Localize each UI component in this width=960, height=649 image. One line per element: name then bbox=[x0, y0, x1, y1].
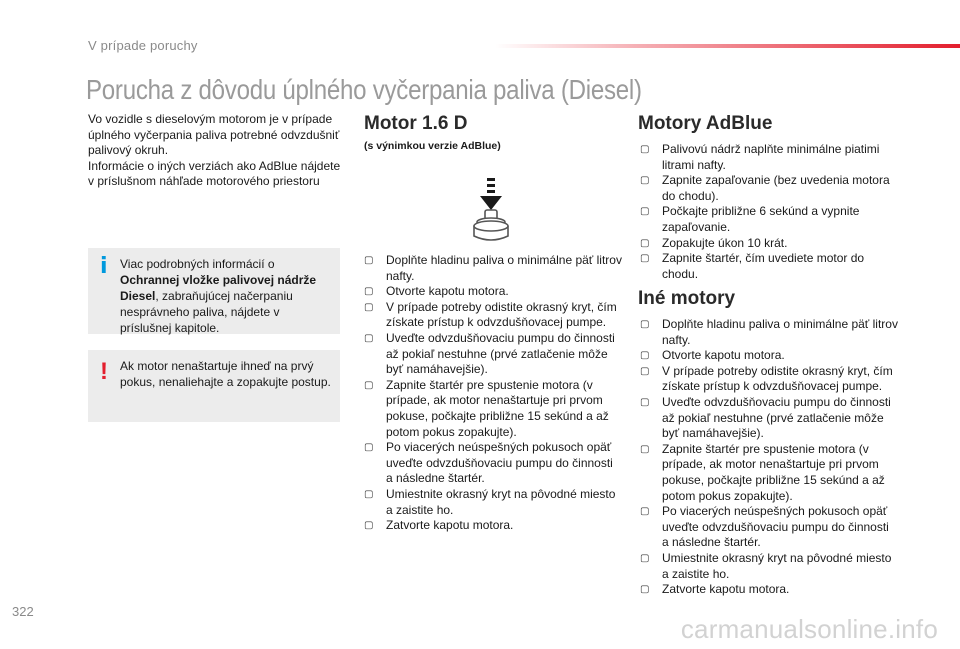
list-item: ▢ Palivovú nádrž naplňte minimálne piatimi litrami nafty. bbox=[640, 142, 898, 173]
intro-line: v príslušnom náhľade motorového priestoru bbox=[88, 174, 320, 189]
watermark: carmanualsonline.info bbox=[680, 614, 938, 644]
info-text-bold: Ochrannej vložke palivovej nádrže Diesel bbox=[120, 273, 317, 303]
intro-line: Vo vozidle s dieselovým motorom je v prípade bbox=[88, 112, 333, 126]
list-item: ▢ Uveďte odvzdušňovaciu pumpu do činnosti až pokiaľ nestuhne (prvé zatlačenie môže byť namáhavejšie). bbox=[364, 331, 622, 378]
warning-text: Ak motor nenaštartuje ihneď na prvý pokus, nenaliehajte a zopakujte postup. bbox=[120, 359, 331, 389]
list-item: ▢ Otvorte kapotu motora. bbox=[364, 284, 622, 300]
chapter-title: V prípade poruchy bbox=[88, 38, 198, 53]
list-item: ▢ Počkajte približne 6 sekúnd a vypnite zapaľovanie. bbox=[640, 204, 898, 235]
list-item: ▢ Uveďte odvzdušňovaciu pumpu do činnosti až pokiaľ nestuhne (prvé zatlačenie môže byť namáhavejšie). bbox=[640, 395, 898, 442]
warning-icon: ! bbox=[100, 358, 108, 385]
list-item: ▢ V prípade potreby odistite okrasný kryt, čím získate prístup k odvzdušňovacej pumpe. bbox=[364, 300, 622, 331]
motor16d-subheading: (s výnimkou verzie AdBlue) bbox=[364, 140, 501, 152]
list-item: ▢ Po viacerých neúspešných pokusoch opäť uveďte odvzdušňovaciu pumpu do činnosti a následne štartér. bbox=[640, 504, 898, 551]
priming-pump-icon bbox=[466, 176, 516, 246]
motor16d-steps bbox=[364, 253, 622, 534]
list-item: ▢ Zatvorte kapotu motora. bbox=[640, 582, 898, 598]
warning-box bbox=[88, 350, 340, 422]
list-item: ▢ Zapnite štartér pre spustenie motora (v prípade, ak motor nenaštartuje pri prvom pokuse, počkajte približne 15 sekúnd a až potom pokus zopakujte). bbox=[364, 378, 622, 440]
motor16d-heading: Motor 1.6 D bbox=[364, 113, 468, 134]
info-text-post: , zabraňujúcej načerpaniu nesprávneho paliva, nájdete v príslušnej kapitole. bbox=[120, 289, 293, 335]
list-item: ▢ Zopakujte úkon 10 krát. bbox=[640, 236, 898, 252]
intro-line: palivový okruh. bbox=[88, 143, 169, 158]
intro-paragraph bbox=[88, 112, 348, 190]
list-item: ▢ Doplňte hladinu paliva o minimálne päť litrov nafty. bbox=[640, 317, 898, 348]
list-item: ▢ Po viacerých neúspešných pokusoch opäť uveďte odvzdušňovaciu pumpu do činnosti a následne štartér. bbox=[364, 440, 622, 487]
list-item: ▢ Zapnite štartér, čím uvediete motor do chodu. bbox=[640, 251, 898, 282]
other-engines-steps bbox=[640, 317, 898, 598]
list-item: ▢ Zapnite štartér pre spustenie motora (v prípade, ak motor nenaštartuje pri prvom pokuse, počkajte približne 15 sekúnd a až potom pokus zopakujte). bbox=[640, 442, 898, 504]
list-item: ▢ Zapnite zapaľovanie (bez uvedenia motora do chodu). bbox=[640, 173, 898, 204]
list-item: ▢ Umiestnite okrasný kryt na pôvodné miesto a zaistite ho. bbox=[640, 551, 898, 582]
list-item: ▢ V prípade potreby odistite okrasný kryt, čím získate prístup k odvzdušňovacej pumpe. bbox=[640, 364, 898, 395]
adblue-steps bbox=[640, 142, 898, 282]
info-icon: i bbox=[100, 254, 108, 279]
info-box bbox=[88, 248, 340, 334]
info-text bbox=[120, 256, 334, 336]
other-engines-heading: Iné motory bbox=[638, 288, 736, 309]
page-number: 322 bbox=[12, 604, 34, 619]
list-item: ▢ Zatvorte kapotu motora. bbox=[364, 518, 622, 534]
header-accent-bar bbox=[495, 44, 960, 48]
adblue-heading: Motory AdBlue bbox=[638, 113, 773, 134]
list-item: ▢ Umiestnite okrasný kryt na pôvodné miesto a zaistite ho. bbox=[364, 487, 622, 518]
list-item: ▢ Doplňte hladinu paliva o minimálne päť litrov nafty. bbox=[364, 253, 622, 284]
intro-line: Informácie o iných verziách ako AdBlue nájdete bbox=[88, 158, 341, 173]
page-title: Porucha z dôvodu úplného vyčerpania paliva (Diesel) bbox=[86, 74, 642, 105]
intro-line: úplného vyčerpania paliva potrebné odvzdušniť bbox=[88, 127, 340, 142]
info-text-pre: Viac podrobných informácií o bbox=[120, 257, 275, 271]
list-item: ▢ Otvorte kapotu motora. bbox=[640, 348, 898, 364]
